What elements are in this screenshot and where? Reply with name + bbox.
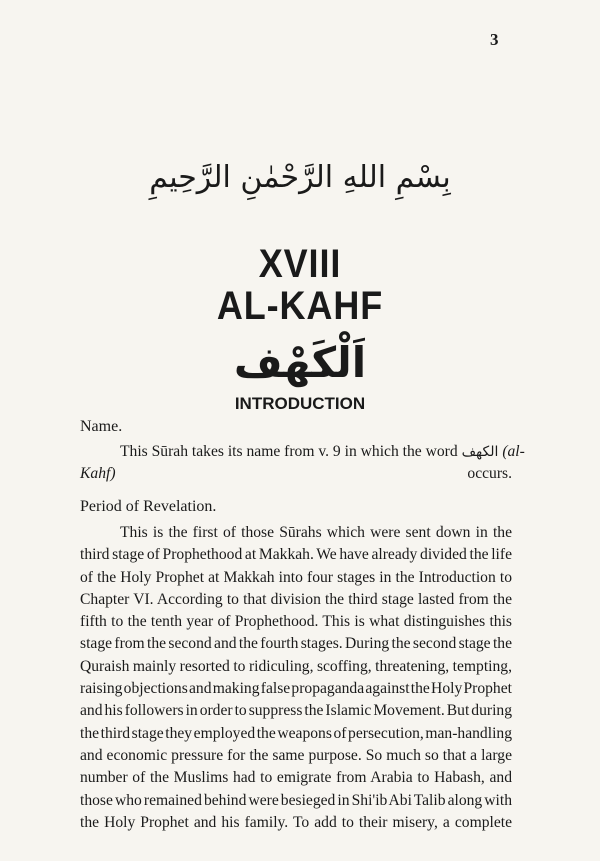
name-line1-translit: (al- xyxy=(502,443,525,460)
paragraph-line: the Holy Prophet and his family. To add to their misery, a complete xyxy=(80,813,512,831)
paragraph-line: number of the Muslims had to emigrate from Arabia to Habash, and xyxy=(80,769,512,787)
paragraph-line: Chapter VI. According to that division the third stage lasted from the xyxy=(80,590,512,608)
period-heading: Period of Revelation. xyxy=(80,498,217,515)
name-line2-translit: Kahf) xyxy=(80,465,116,483)
paragraph-line: the third stage they employed the weapons of persecution, man-handling xyxy=(80,724,512,742)
paragraph-line: fifth to the tenth year of Prophethood. This is what distinguishes this xyxy=(80,613,512,631)
surah-number: XVIII xyxy=(258,242,342,286)
paragraph-line xyxy=(80,441,525,463)
paragraph-line: and economic pressure for the same purpose. So much so that a large xyxy=(80,746,512,764)
paragraph-line: those who remained behind were besieged in Shi'ib Abi Talib along with xyxy=(80,791,512,809)
paragraph-line: Quraish mainly resorted to ridiculing, scoffing, threatening, tempting, xyxy=(80,657,512,675)
name-line2-text: occurs. xyxy=(467,465,512,483)
bismillah-calligraphy: بِسْمِ اللهِ الرَّحْمٰنِ الرَّحِيمِ xyxy=(149,160,451,195)
name-heading: Name. xyxy=(80,418,123,435)
paragraph-line: third stage of Prophethood at Makkah. We have already divided the life xyxy=(80,546,512,564)
name-paragraph xyxy=(80,441,525,486)
period-paragraph xyxy=(80,522,512,834)
surah-arabic-title: اَلْكَهْف xyxy=(233,338,367,387)
name-line1-arabic-word: الكهف xyxy=(461,444,499,460)
name-line1-text: This Sūrah takes its name from v. 9 in which the word xyxy=(120,443,458,460)
page-number: 3 xyxy=(490,30,499,49)
paragraph-line xyxy=(80,463,512,485)
paragraph-line: stage from the second and the fourth stages. During the second stage the xyxy=(80,635,512,653)
paragraph-line: and his followers in order to suppress the Islamic Movement. But during xyxy=(80,702,512,720)
paragraph-line: of the Holy Prophet at Makkah into four stages in the Introduction to xyxy=(80,568,512,586)
section-title: INTRODUCTION xyxy=(234,394,366,413)
paragraph-line: raising objections and making false propaganda against the Holy Prophet xyxy=(80,680,512,698)
paragraph-line: This is the first of those Sūrahs which were sent down in the xyxy=(120,524,512,541)
surah-title: AL-KAHF xyxy=(216,284,384,328)
